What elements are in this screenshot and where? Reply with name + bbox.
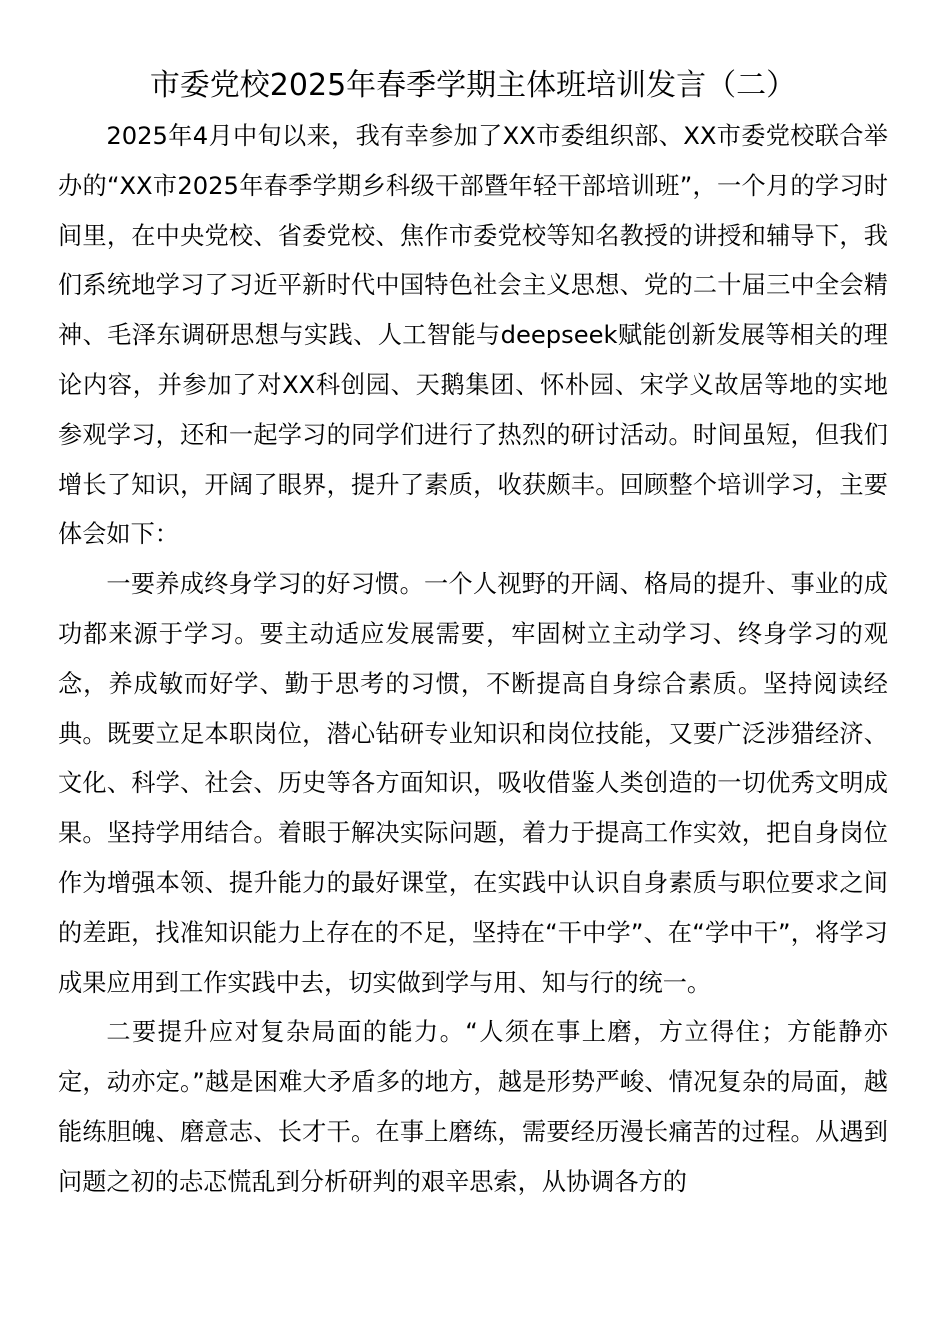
paragraph-intro: 2025年4月中旬以来，我有幸参加了XX市委组织部、XX市委党校联合举办的“XX市2025年春季学期乡科级干部暨年轻干部培训班”，一个月的学习时间里，在中央党校、省委党校、焦作市委党校等知名教授的讲授和辅导下，我们系统地学习了习近平新时代中国特色社会主义思想、党的二十届三中全会精神、毛泽东调研思想与实践、人工智能与deepseek赋能创新发展等相关的理论内容，并参加了对XX科创园、天鹅集团、怀朴园、宋学义故居等地的实地参观学习，还和一起学习的同学们进行了热烈的研讨活动。时间虽短，但我们增长了知识，开阔了眼界，提升了素质，收获颇丰。回顾整个培训学习，主要体会如下： bbox=[58, 122, 888, 549]
document-title: 市委党校2025年春季学期主体班培训发言（二） bbox=[149, 68, 797, 103]
document-page bbox=[58, 60, 888, 1208]
paragraph-complex-situations: 二要提升应对复杂局面的能力。“人须在事上磨，方立得住；方能静亦定，动亦定。”越是困难大矛盾多的地方，越是形势严峻、情况复杂的局面，越能练胆魄、磨意志、长才干。在事上磨练，需要经历漫长痛苦的过程。从遇到问题之初的忐忑慌乱到分析研判的艰辛思索，从协调各方的 bbox=[58, 1018, 888, 1196]
paragraph-lifelong-learning: 一要养成终身学习的好习惯。一个人视野的开阔、格局的提升、事业的成功都来源于学习。要主动适应发展需要，牢固树立主动学习、终身学习的观念，养成敏而好学、勤于思考的习惯，不断提高自身综合素质。坚持阅读经典。既要立足本职岗位，潜心钻研专业知识和岗位技能，又要广泛涉猎经济、文化、科学、社会、历史等各方面知识，吸收借鉴人类创造的一切优秀文明成果。坚持学用结合。着眼于解决实际问题，着力于提高工作实效，把自身岗位作为增强本领、提升能力的最好课堂，在实践中认识自身素质与职位要求之间的差距，找准知识能力上存在的不足，坚持在“干中学”、在“学中干”，将学习成果应用到工作实践中去，切实做到学与用、知与行的统一。 bbox=[58, 570, 888, 997]
